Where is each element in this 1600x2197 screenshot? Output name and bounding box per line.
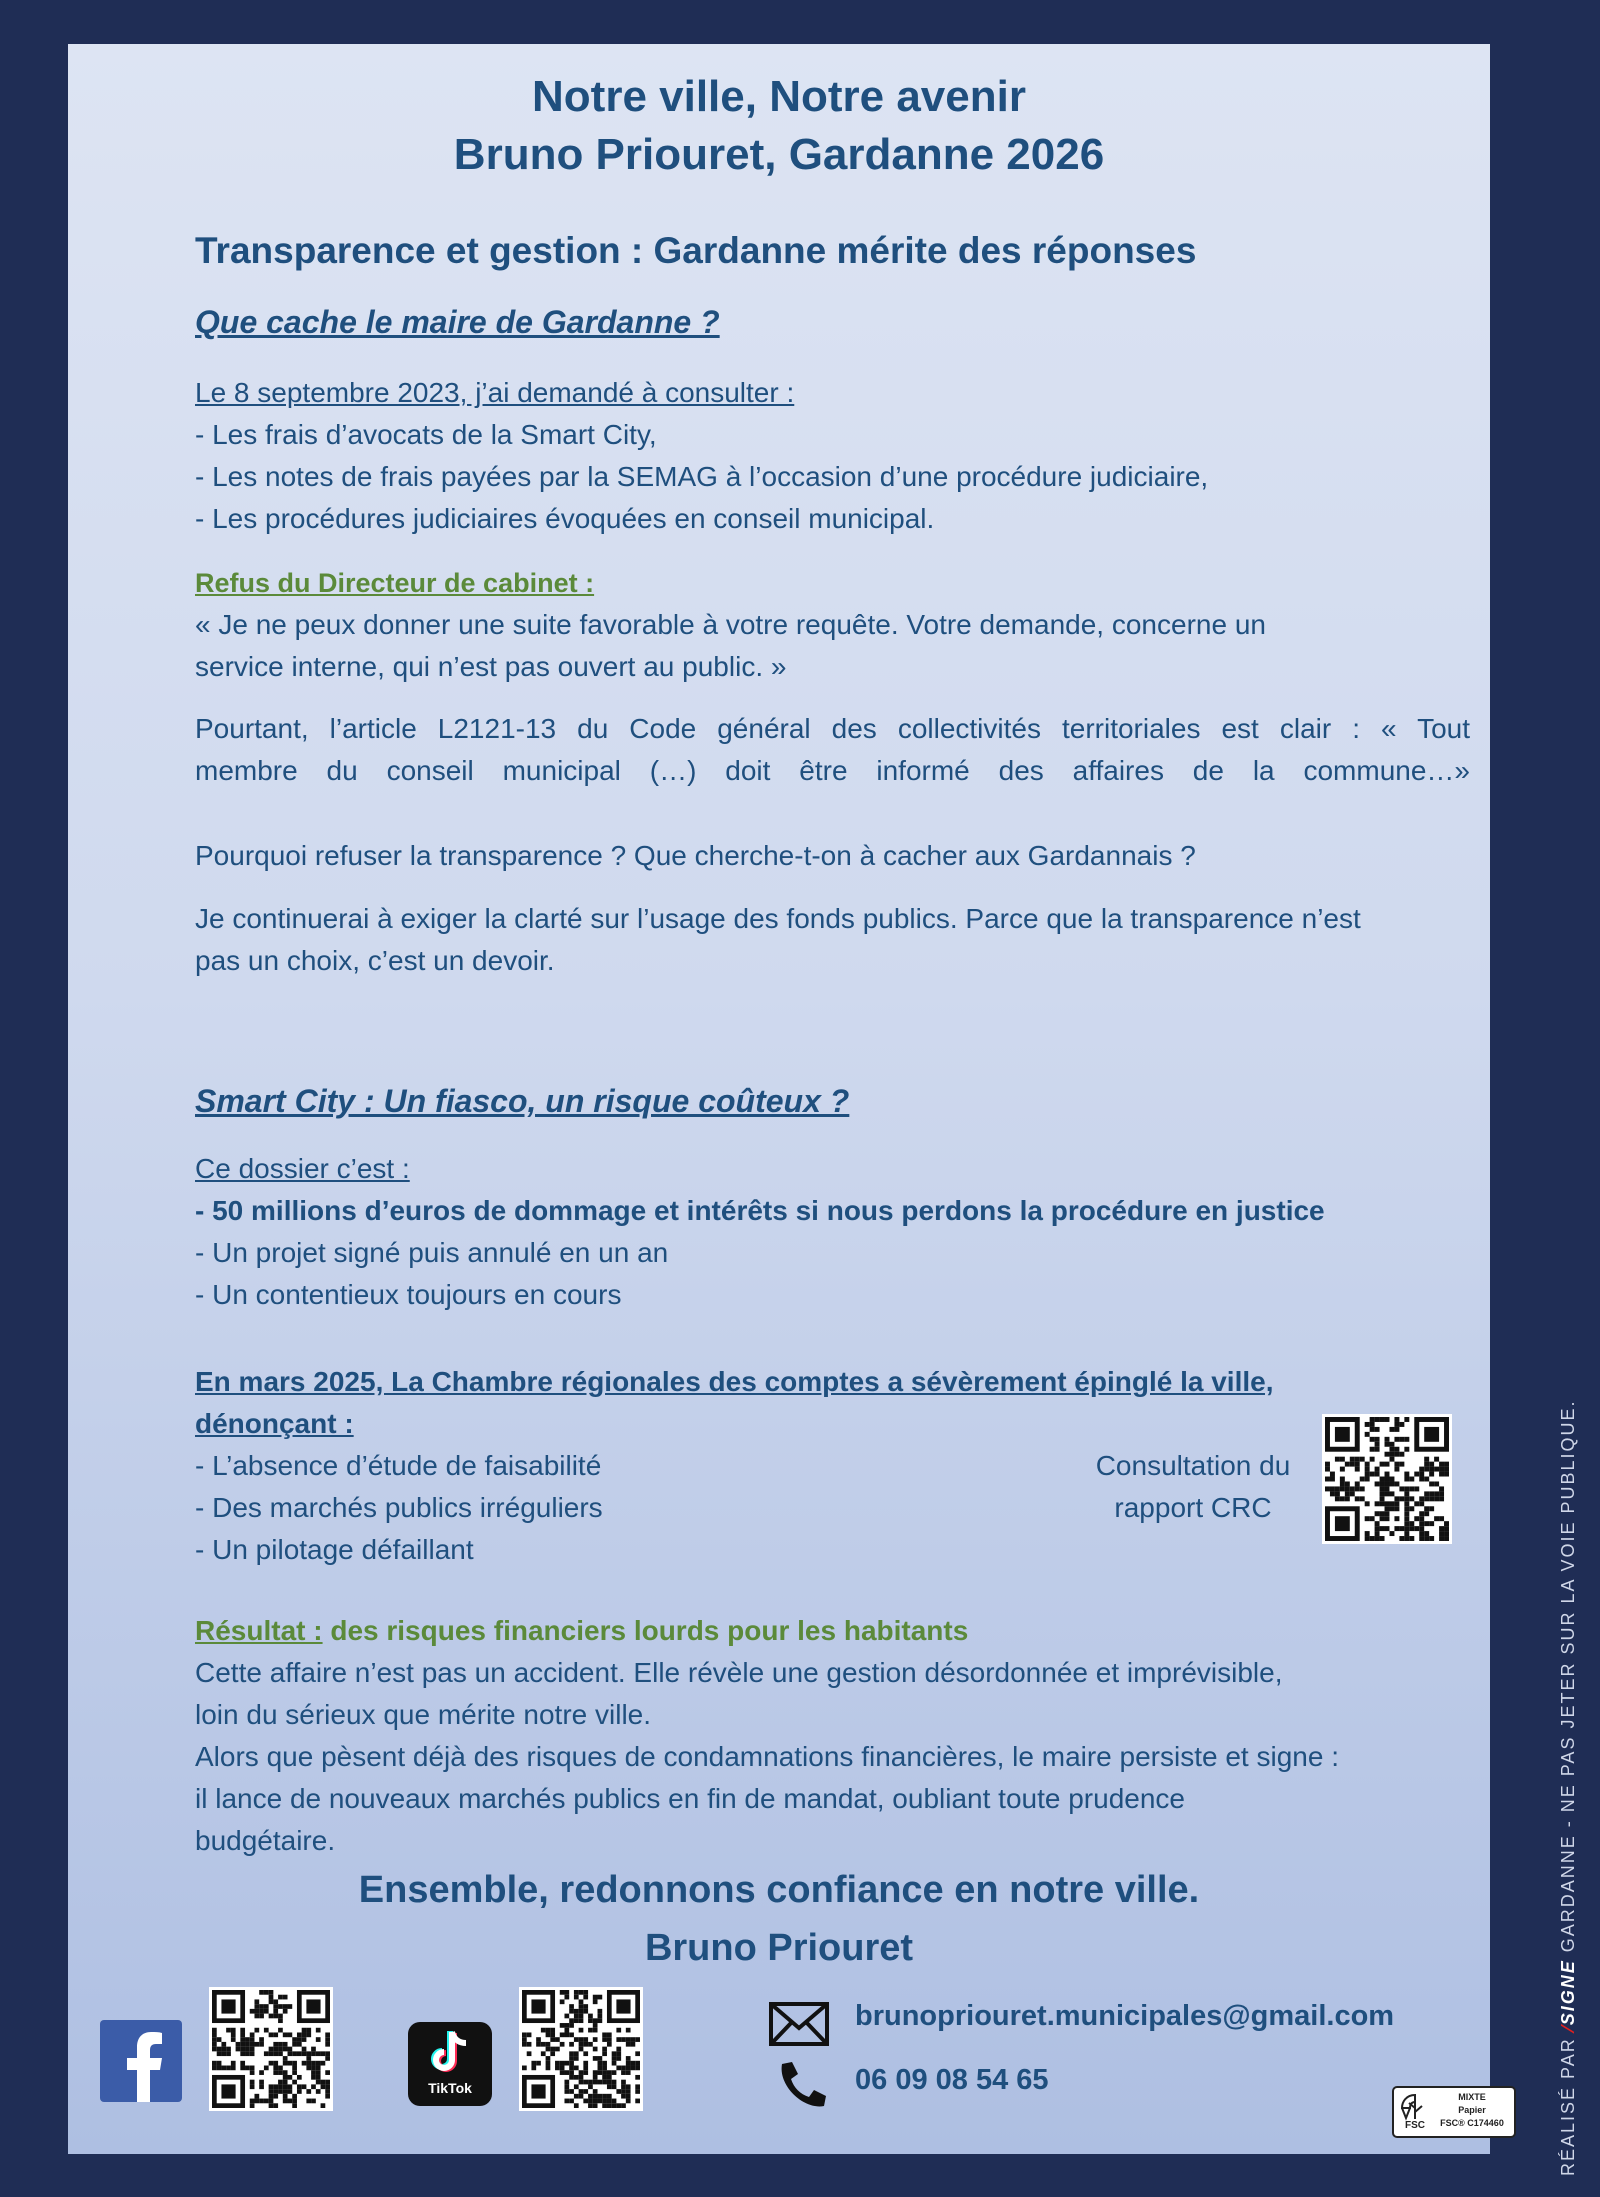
section1-heading: Transparence et gestion : Gardanne mérite des réponses — [195, 230, 1197, 271]
section1-subheading: Que cache le maire de Gardanne ? — [195, 304, 720, 340]
request-item: - Les procédures judiciaires évoquées en conseil municipal. — [195, 503, 935, 534]
dossier-item: - Un contentieux toujours en cours — [195, 1279, 622, 1310]
closing-line: Je continuerai à exiger la clarté sur l’usage des fonds publics. Parce que la transparence n’est — [195, 903, 1361, 934]
refusal-quote-line: « Je ne peux donner une suite favorable à votre requête. Votre demande, concerne un — [195, 609, 1266, 640]
request-intro: Le 8 septembre 2023, j’ai demandé à consulter : — [195, 377, 795, 408]
result-line: Cette affaire n’est pas un accident. Elle révèle une gestion désordonnée et imprévisible, — [195, 1657, 1283, 1688]
side-text-suffix: GARDANNE - NE PAS JETER SUR LA VOIE PUBLIQUE. — [1558, 1399, 1578, 1960]
fsc-logo-text: FSC — [1405, 2120, 1425, 2131]
request-item: - Les notes de frais payées par la SEMAG à l’occasion d’une procédure judiciaire, — [195, 461, 1209, 492]
fsc-text-line: FSC® C174460 — [1440, 2118, 1504, 2128]
section2-subheading: Smart City : Un fiasco, un risque coûteux ? — [195, 1083, 850, 1119]
facebook-qr-code-icon[interactable] — [209, 1987, 333, 2111]
fsc-text-line: Papier — [1458, 2105, 1486, 2115]
signature: Bruno Priouret — [644, 1927, 914, 1969]
side-text-prefix: RÉALISÉ PAR — [1558, 2030, 1578, 2176]
side-text-brand: SIGNE — [1558, 1959, 1578, 2026]
flyer-panel — [68, 44, 1504, 2154]
signe-logo-icon: ⁄ — [1558, 2025, 1578, 2031]
crc-item: - Des marchés publics irréguliers — [195, 1492, 603, 1523]
title-line-1: Notre ville, Notre avenir — [532, 72, 1026, 121]
refusal-quote-line: service interne, qui n’est pas ouvert au public. » — [195, 651, 787, 682]
fsc-label — [1392, 2086, 1516, 2138]
result-label: Résultat : — [195, 1615, 323, 1646]
side-legal-text — [1558, 1399, 1579, 2176]
law-line: membre du conseil municipal (…) doit être informé des affaires de la commune…» — [195, 755, 1470, 786]
result-line: budgétaire. — [195, 1825, 336, 1856]
crc-qr-label-line: Consultation du — [1095, 1450, 1291, 1481]
phone-icon[interactable] — [774, 2058, 830, 2117]
result-text: des risques financiers lourds pour les habitants — [322, 1615, 969, 1646]
fsc-tree-icon — [1398, 2092, 1432, 2122]
law-line: Pourtant, l’article L2121-13 du Code général des collectivités territoriales est clair : « Tout — [195, 713, 1470, 744]
crc-qr-code-icon[interactable] — [1322, 1414, 1452, 1544]
dossier-intro: Ce dossier c’est : — [195, 1153, 410, 1184]
phone-number[interactable]: 06 09 08 54 65 — [855, 2064, 1049, 2096]
result-line: loin du sérieux que mérite notre ville. — [195, 1699, 652, 1730]
crc-item: - L’absence d’étude de faisabilité — [195, 1450, 602, 1481]
crc-item: - Un pilotage défaillant — [195, 1534, 474, 1565]
email-link[interactable]: brunopriouret.municipales@gmail.com — [855, 2000, 1395, 2032]
refusal-block — [195, 562, 1470, 688]
dossier-block — [195, 1148, 1470, 1316]
refusal-heading: Refus du Directeur de cabinet : — [195, 568, 595, 598]
tiktok-qr-code-icon[interactable] — [519, 1987, 643, 2111]
dossier-item-bold: - 50 millions d’euros de dommage et intérêts si nous perdons la procédure en justice — [195, 1195, 1325, 1226]
slogan: Ensemble, redonnons confiance en notre ville. — [358, 1869, 1200, 1911]
crc-qr-label-line: rapport CRC — [1114, 1492, 1272, 1523]
law-block — [195, 708, 1470, 792]
envelope-icon — [768, 2001, 830, 2052]
title-line-2: Bruno Priouret, Gardanne 2026 — [453, 130, 1105, 179]
result-line: il lance de nouveaux marchés publics en fin de mandat, oubliant toute prudence — [195, 1783, 1185, 1814]
result-block — [195, 1610, 1470, 1862]
tiktok-icon[interactable] — [408, 2022, 492, 2106]
transparency-question — [195, 835, 1470, 877]
dossier-item: - Un projet signé puis annulé en un an — [195, 1237, 669, 1268]
request-block — [195, 372, 1470, 540]
facebook-icon[interactable] — [100, 2020, 182, 2102]
tiktok-label: TikTok — [428, 2080, 472, 2096]
crc-heading: En mars 2025, La Chambre régionales des comptes a sévèrement épinglé la ville, — [195, 1366, 1274, 1397]
crc-heading: dénonçant : — [195, 1408, 354, 1439]
fsc-text-line: MIXTE — [1458, 2092, 1486, 2102]
crc-qr-label — [1068, 1445, 1318, 1529]
request-item: - Les frais d’avocats de la Smart City, — [195, 419, 657, 450]
result-line: Alors que pèsent déjà des risques de condamnations financières, le maire persiste et signe : — [195, 1741, 1339, 1772]
closing-line: pas un choix, c’est un devoir. — [195, 945, 555, 976]
fsc-text — [1434, 2091, 1510, 2130]
closing-block — [195, 898, 1470, 982]
question-text: Pourquoi refuser la transparence ? Que cherche-t-on à cacher aux Gardannais ? — [195, 840, 1196, 871]
